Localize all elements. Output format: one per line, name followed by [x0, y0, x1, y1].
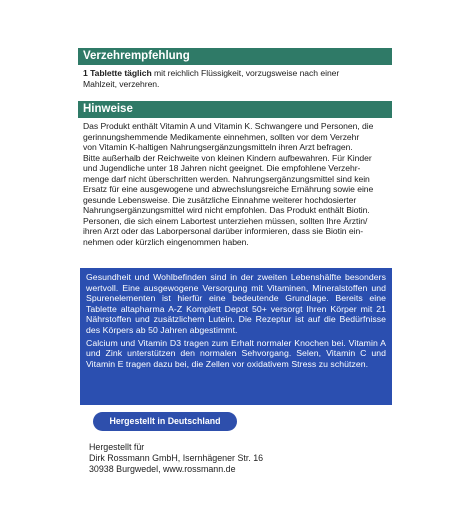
info-line: Gesundheit und Wohlbefinden sind in der zweiten Lebenshälfte — [86, 272, 342, 282]
notes-line: menge darf nicht überschritten werden. Nahrungsergänzungsmittel sind kein — [83, 173, 370, 184]
notes-line: ihren Arzt oder das Laborpersonal darüber informieren, dass sie Biotin ein- — [83, 226, 363, 236]
notes-line: Bitte außerhalb der Reichweite von kleinen Kindern aufbewahren. Für Kinder — [83, 152, 372, 163]
dosage-line-1-rest: mit reichlich Flüssigkeit, vorzugsweise nach einer — [151, 68, 340, 78]
dosage-line-1 — [83, 68, 388, 79]
notes-line: nehmen oder kürzlich eingenommen haben. — [83, 236, 249, 247]
notes-line: von Vitamin K-haltigen Nahrungsergänzungsmitteln ihren Arzt befragen. — [83, 142, 353, 152]
info-line: Vitamin C und Vitamin E tragen dazu bei, die Zellen vor oxidativem — [86, 348, 387, 369]
dosage-text — [78, 65, 392, 101]
manufacturer-line: 30938 Burgwedel, www.rossmann.de — [89, 463, 236, 474]
info-line: besonders wertvoll. Eine ausgewogene Versorgung mit Vitaminen, — [86, 272, 386, 293]
notes-line: Nahrungsergänzungsmittel wird nicht empfohlen. Das Produkt enthält Biotin. — [83, 205, 370, 215]
dosage-line-2: Mahlzeit, verzehren. — [83, 78, 160, 89]
info-line: versorgt Ihren Körper mit 21 Nährstoffen und zusätzlichem Lutein. Die — [86, 303, 386, 325]
info-line: Grundlage. Bereits eine Tablette altapharma A-Z Komplett Depot 50+ — [86, 293, 386, 314]
notes-line: und Jugendliche unter 18 Jahren nicht geeignet. Die empfohlene Verzehr- — [83, 163, 361, 173]
info-paragraph-2 — [86, 338, 386, 370]
notes-text — [78, 118, 392, 247]
notes-line: Ersatz für eine ausgewogene und abwechslungsreiche Ernährung sowie eine — [83, 184, 374, 194]
info-line: Vitamin A und Zink unterstützen den normalen Sehvorgang. Selen, — [86, 337, 386, 359]
notes-line: Das Produkt enthält Vitamin A und Vitamin K. Schwangere und Personen, die — [83, 121, 374, 131]
notes-line: Personen, die sich einem Labortest unterziehen müssen, sollten Ihre Ärztin/ — [83, 215, 368, 226]
notes-line: gerinnungshemmende Medikamente einnehmen, sollten vor dem Verzehr — [83, 131, 360, 142]
notes-line: gesunde Lebensweise. Die zusätzliche Einnahme weiterer hochdosierter — [83, 194, 357, 205]
manufacturer-info — [89, 442, 263, 474]
dosage-heading: Verzehrempfehlung — [78, 48, 392, 65]
info-line: Stress zu schützen. — [291, 358, 369, 369]
dosage-bold-lead: 1 Tablette täglich — [83, 68, 152, 78]
info-line: Rezeptur ist auf die Bedürfnisse des Körpers ab 50 Jahren abgestimmt. — [86, 314, 386, 335]
info-paragraph-1 — [86, 272, 386, 336]
notes-heading: Hinweise — [78, 101, 392, 118]
info-box — [80, 268, 392, 405]
info-line: Calcium und Vitamin D3 tragen zum Erhalt normaler Knochen bei. — [86, 337, 346, 348]
manufacturer-line: Hergestellt für — [89, 442, 145, 452]
made-in-germany-badge: Hergestellt in Deutschland — [93, 412, 237, 431]
info-line: Mineralstoffen und Spurenelementen ist hierfür eine bedeutende — [86, 282, 386, 304]
manufacturer-line: Dirk Rossmann GmbH, Isernhägener Str. 16 — [89, 452, 264, 463]
